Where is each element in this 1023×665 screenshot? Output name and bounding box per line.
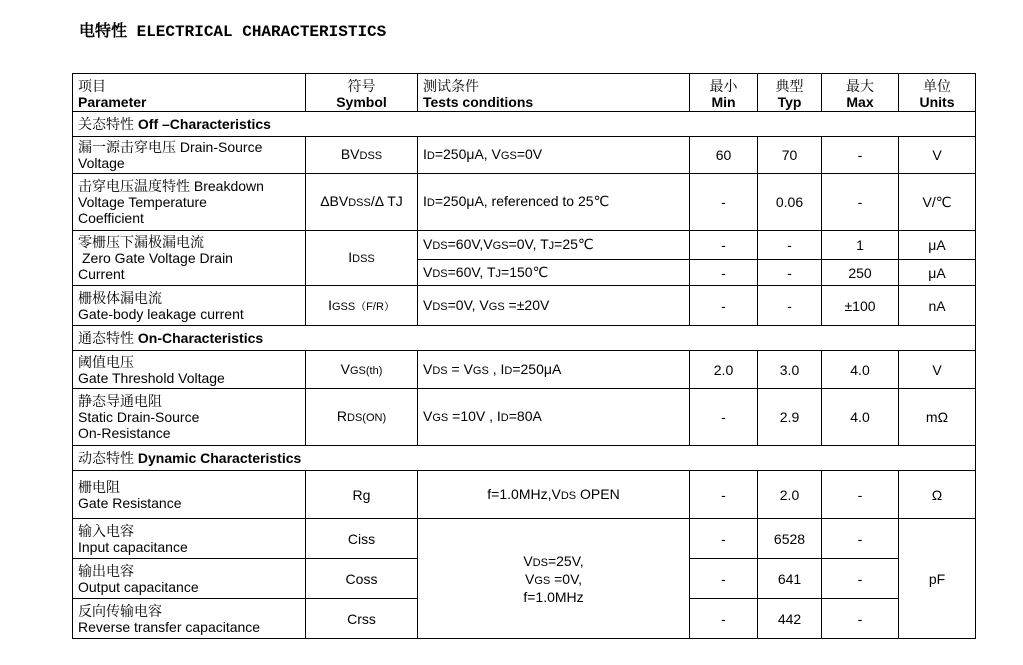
param-bvdss-en2: Voltage xyxy=(78,155,125,171)
cond-rdson-a: V xyxy=(423,408,433,424)
electrical-characteristics-table xyxy=(72,73,976,639)
section-dyn-label xyxy=(73,446,976,471)
param-dbv-en1: Breakdown xyxy=(193,178,264,194)
max-rg: - xyxy=(822,471,899,519)
header-min xyxy=(690,74,758,112)
cond-cap-l1-b: =25V, xyxy=(547,552,584,569)
min-rg: - xyxy=(690,471,758,519)
cond-idss-1 xyxy=(418,231,690,260)
param-idss-en1: Zero Gate Voltage Drain xyxy=(82,250,233,266)
header-max xyxy=(822,74,899,112)
param-bvdss-cn: 漏一源击穿电压 xyxy=(78,139,176,155)
symbol-idss-main: I xyxy=(348,249,353,265)
cond-igss-a-sub: DS xyxy=(432,300,448,313)
header-symbol xyxy=(306,74,418,112)
max-ciss: - xyxy=(822,519,899,559)
section-off-label xyxy=(73,112,976,137)
header-max-en: Max xyxy=(846,94,874,110)
cond-rg-a: f=1.0MHz,V xyxy=(487,485,561,502)
cond-dbv-a: I xyxy=(423,193,427,209)
section-dyn-cn: 动态特性 xyxy=(78,450,134,466)
table-row-vgsth xyxy=(73,351,976,389)
param-rdson-en1: Static Drain-Source xyxy=(78,409,200,425)
symbol-igss-sub: GSS xyxy=(331,300,356,313)
cond-rdson xyxy=(418,389,690,446)
unit-idss-2: μA xyxy=(899,260,976,286)
table-header-row xyxy=(73,74,976,112)
unit-idss-1: μA xyxy=(899,231,976,260)
param-ciss-cn: 输入电容 xyxy=(78,522,134,539)
param-idss xyxy=(73,231,306,286)
header-conditions-cn: 测试条件 xyxy=(423,78,479,94)
unit-vgsth: V xyxy=(899,351,976,389)
symbol-crss: Crss xyxy=(306,599,418,639)
cond-idss-1-b: =60V,V xyxy=(447,236,493,252)
param-dbv xyxy=(73,174,306,231)
header-parameter-cn: 项目 xyxy=(78,78,106,94)
header-typ-cn: 典型 xyxy=(775,78,804,94)
section-on-en: On-Characteristics xyxy=(137,330,264,346)
cond-bvdss-a-sub: D xyxy=(426,150,435,162)
cond-idss-2-b: =60V, T xyxy=(447,263,496,280)
typ-igss: - xyxy=(758,286,822,326)
symbol-vgsth-sub: GS(th) xyxy=(349,364,383,377)
param-bvdss xyxy=(73,137,306,174)
table-row-rg xyxy=(73,471,976,519)
max-igss: ±100 xyxy=(822,286,899,326)
min-idss-1: - xyxy=(690,231,758,260)
symbol-bvdss-sub: DSS xyxy=(359,150,383,162)
cond-vgsth-c: , I xyxy=(488,360,505,377)
max-idss-1: 1 xyxy=(822,231,899,260)
header-typ-en: Typ xyxy=(777,94,802,110)
cond-rdson-c: =80A xyxy=(508,408,542,424)
section-dyn-en: Dynamic Characteristics xyxy=(137,450,302,466)
max-rdson: 4.0 xyxy=(822,389,899,446)
min-idss-2: - xyxy=(690,260,758,286)
min-dbv: - xyxy=(690,174,758,231)
table-row-dbv xyxy=(73,174,976,231)
min-bvdss: 60 xyxy=(690,137,758,174)
param-rg-en: Gate Resistance xyxy=(78,494,182,511)
cond-cap-l2-a: V xyxy=(524,570,535,587)
cond-bvdss-b-sub: GS xyxy=(500,150,517,162)
cond-rg xyxy=(418,471,690,519)
cond-idss-2 xyxy=(418,260,690,286)
cond-rg-b: OPEN xyxy=(576,485,620,502)
cond-rg-a-sub: DS xyxy=(560,489,577,502)
cond-rdson-a-sub: GS xyxy=(432,412,449,424)
max-dbv: - xyxy=(822,174,899,231)
section-off-en: Off –Characteristics xyxy=(137,116,271,132)
header-parameter-en: Parameter xyxy=(78,94,147,110)
param-rdson-cn: 静态导通电阻 xyxy=(78,393,162,409)
cond-rdson-b-sub: D xyxy=(500,412,509,424)
param-vgsth-en: Gate Threshold Voltage xyxy=(78,369,225,386)
header-symbol-cn: 符号 xyxy=(347,78,376,94)
cond-idss-2-a-sub: DS xyxy=(432,267,448,280)
cond-idss-1-d: =25℃ xyxy=(554,236,594,252)
unit-rg: Ω xyxy=(899,471,976,519)
header-units-en: Units xyxy=(919,94,955,110)
cond-idss-1-c: =0V, T xyxy=(508,236,549,252)
symbol-idss-sub: DSS xyxy=(352,253,375,265)
cond-cap-l2-a-sub: GS xyxy=(534,574,551,587)
header-parameter xyxy=(73,74,306,112)
typ-dbv: 0.06 xyxy=(758,174,822,231)
param-rdson xyxy=(73,389,306,446)
typ-crss: 442 xyxy=(758,599,822,639)
symbol-dbv-b: /Δ TJ xyxy=(370,193,403,209)
cond-idss-2-a: V xyxy=(423,263,433,280)
table-row-idss-1 xyxy=(73,231,976,260)
param-dbv-cn: 击穿电压温度特性 xyxy=(78,178,190,194)
header-max-cn: 最大 xyxy=(846,78,874,94)
symbol-igss-main: I xyxy=(328,296,332,313)
typ-idss-1: - xyxy=(758,231,822,260)
cond-vgsth-a-sub: DS xyxy=(432,364,448,377)
cond-bvdss-c: =0V xyxy=(516,146,543,162)
cond-idss-1-b-sub: GS xyxy=(492,240,509,252)
table-row-rdson xyxy=(73,389,976,446)
cond-bvdss-a: I xyxy=(423,146,427,162)
symbol-ciss: Ciss xyxy=(306,519,418,559)
cond-rdson-b: =10V , I xyxy=(448,408,501,424)
typ-rg: 2.0 xyxy=(758,471,822,519)
cond-vgsth-a: V xyxy=(423,360,433,377)
header-min-cn: 最小 xyxy=(709,78,738,94)
symbol-idss xyxy=(306,231,418,286)
param-crss-cn: 反向传输电容 xyxy=(78,602,162,619)
unit-bvdss: V xyxy=(899,137,976,174)
param-coss-cn: 输出电容 xyxy=(78,562,134,579)
typ-rdson: 2.9 xyxy=(758,389,822,446)
param-ciss-en: Input capacitance xyxy=(78,538,188,555)
header-units xyxy=(899,74,976,112)
param-rg-cn: 栅电阻 xyxy=(78,478,120,495)
symbol-rdson-sub: DS(ON) xyxy=(347,412,387,424)
table-row-ciss xyxy=(73,519,976,559)
param-idss-cn: 零栅压下漏极漏电流 xyxy=(78,234,204,250)
max-idss-2: 250 xyxy=(822,260,899,286)
section-off-cn: 关态特性 xyxy=(78,116,134,132)
typ-idss-2: - xyxy=(758,260,822,286)
cond-igss-b: =0V, V xyxy=(447,296,489,313)
cond-bvdss-b: =250μA, V xyxy=(434,146,501,162)
param-dbv-en2: Voltage Temperature xyxy=(78,194,207,210)
header-min-en: Min xyxy=(711,94,736,110)
param-igss-en: Gate-body leakage current xyxy=(78,305,244,322)
max-bvdss: - xyxy=(822,137,899,174)
section-on-label xyxy=(73,326,976,351)
unit-dbv: V/℃ xyxy=(899,174,976,231)
cond-idss-1-a: V xyxy=(423,236,433,252)
min-ciss: - xyxy=(690,519,758,559)
header-conditions-en: Tests conditions xyxy=(423,94,534,110)
cond-vgsth-b: = V xyxy=(447,360,473,377)
unit-rdson: mΩ xyxy=(899,389,976,446)
min-coss: - xyxy=(690,559,758,599)
max-crss: - xyxy=(822,599,899,639)
min-rdson: - xyxy=(690,389,758,446)
cond-bvdss xyxy=(418,137,690,174)
symbol-dbv-a: ΔBV xyxy=(320,193,349,209)
cond-idss-1-c-sub: J xyxy=(548,240,555,252)
param-idss-en2: Current xyxy=(78,266,125,282)
symbol-rg: Rg xyxy=(306,471,418,519)
symbol-dbv xyxy=(306,174,418,231)
table-row-igss xyxy=(73,286,976,326)
cond-vgsth xyxy=(418,351,690,389)
param-rg xyxy=(73,471,306,519)
cond-dbv-b: =250μA, referenced to 25℃ xyxy=(434,193,610,209)
cond-cap-l1-a-sub: DS xyxy=(532,556,548,569)
min-crss: - xyxy=(690,599,758,639)
param-rdson-en2: On-Resistance xyxy=(78,425,171,441)
param-crss xyxy=(73,599,306,639)
header-typ xyxy=(758,74,822,112)
param-crss-en: Reverse transfer capacitance xyxy=(78,618,261,635)
typ-vgsth: 3.0 xyxy=(758,351,822,389)
unit-igss: nA xyxy=(899,286,976,326)
cond-dbv xyxy=(418,174,690,231)
symbol-vgsth-main: V xyxy=(340,360,350,377)
section-on-cn: 通态特性 xyxy=(78,330,134,346)
cond-cap-l1-a: V xyxy=(523,552,533,569)
typ-bvdss: 70 xyxy=(758,137,822,174)
cond-igss-c: =±20V xyxy=(504,296,550,313)
symbol-igss-note: （F/R） xyxy=(355,300,395,313)
cond-idss-1-a-sub: DS xyxy=(432,240,448,252)
cond-igss-a: V xyxy=(423,296,433,313)
param-vgsth-cn: 阈值电压 xyxy=(78,353,134,370)
cond-vgsth-c-sub: D xyxy=(504,364,513,377)
cond-vgsth-d: =250μA xyxy=(512,360,562,377)
section-row-on xyxy=(73,326,976,351)
param-igss-cn: 栅极体漏电流 xyxy=(78,289,162,306)
section-row-off xyxy=(73,112,976,137)
param-bvdss-en1: Drain-Source xyxy=(179,139,263,155)
cond-dbv-a-sub: D xyxy=(426,197,435,209)
max-coss: - xyxy=(822,559,899,599)
header-units-cn: 单位 xyxy=(923,78,951,94)
cond-cap-l3: f=1.0MHz xyxy=(523,588,584,605)
header-conditions xyxy=(418,74,690,112)
unit-capacitance: pF xyxy=(899,519,976,639)
max-vgsth: 4.0 xyxy=(822,351,899,389)
param-ciss xyxy=(73,519,306,559)
symbol-igss xyxy=(306,286,418,326)
cond-igss-b-sub: GS xyxy=(488,300,505,313)
param-igss xyxy=(73,286,306,326)
table-row-bvdss xyxy=(73,137,976,174)
cond-cap-l2-b: =0V, xyxy=(550,570,583,587)
cond-capacitance xyxy=(418,519,690,639)
cond-idss-2-c: =150℃ xyxy=(501,263,549,280)
typ-ciss: 6528 xyxy=(758,519,822,559)
symbol-rdson xyxy=(306,389,418,446)
cond-vgsth-b-sub: GS xyxy=(472,364,489,377)
symbol-rdson-main: R xyxy=(336,408,347,424)
cond-igss xyxy=(418,286,690,326)
header-symbol-en: Symbol xyxy=(336,94,387,110)
section-title: 电特性 ELECTRICAL CHARACTERISTICS xyxy=(79,23,387,41)
symbol-bvdss-main: BV xyxy=(340,146,360,162)
param-coss xyxy=(73,559,306,599)
param-vgsth xyxy=(73,351,306,389)
symbol-bvdss xyxy=(306,137,418,174)
min-vgsth: 2.0 xyxy=(690,351,758,389)
min-igss: - xyxy=(690,286,758,326)
param-dbv-en3: Coefficient xyxy=(78,210,144,226)
symbol-vgsth xyxy=(306,351,418,389)
typ-coss: 641 xyxy=(758,559,822,599)
param-coss-en: Output capacitance xyxy=(78,578,199,595)
cond-idss-2-b-sub: J xyxy=(495,267,502,280)
symbol-dbv-sub: DSS xyxy=(348,197,371,209)
symbol-coss: Coss xyxy=(306,559,418,599)
section-row-dynamic xyxy=(73,446,976,471)
